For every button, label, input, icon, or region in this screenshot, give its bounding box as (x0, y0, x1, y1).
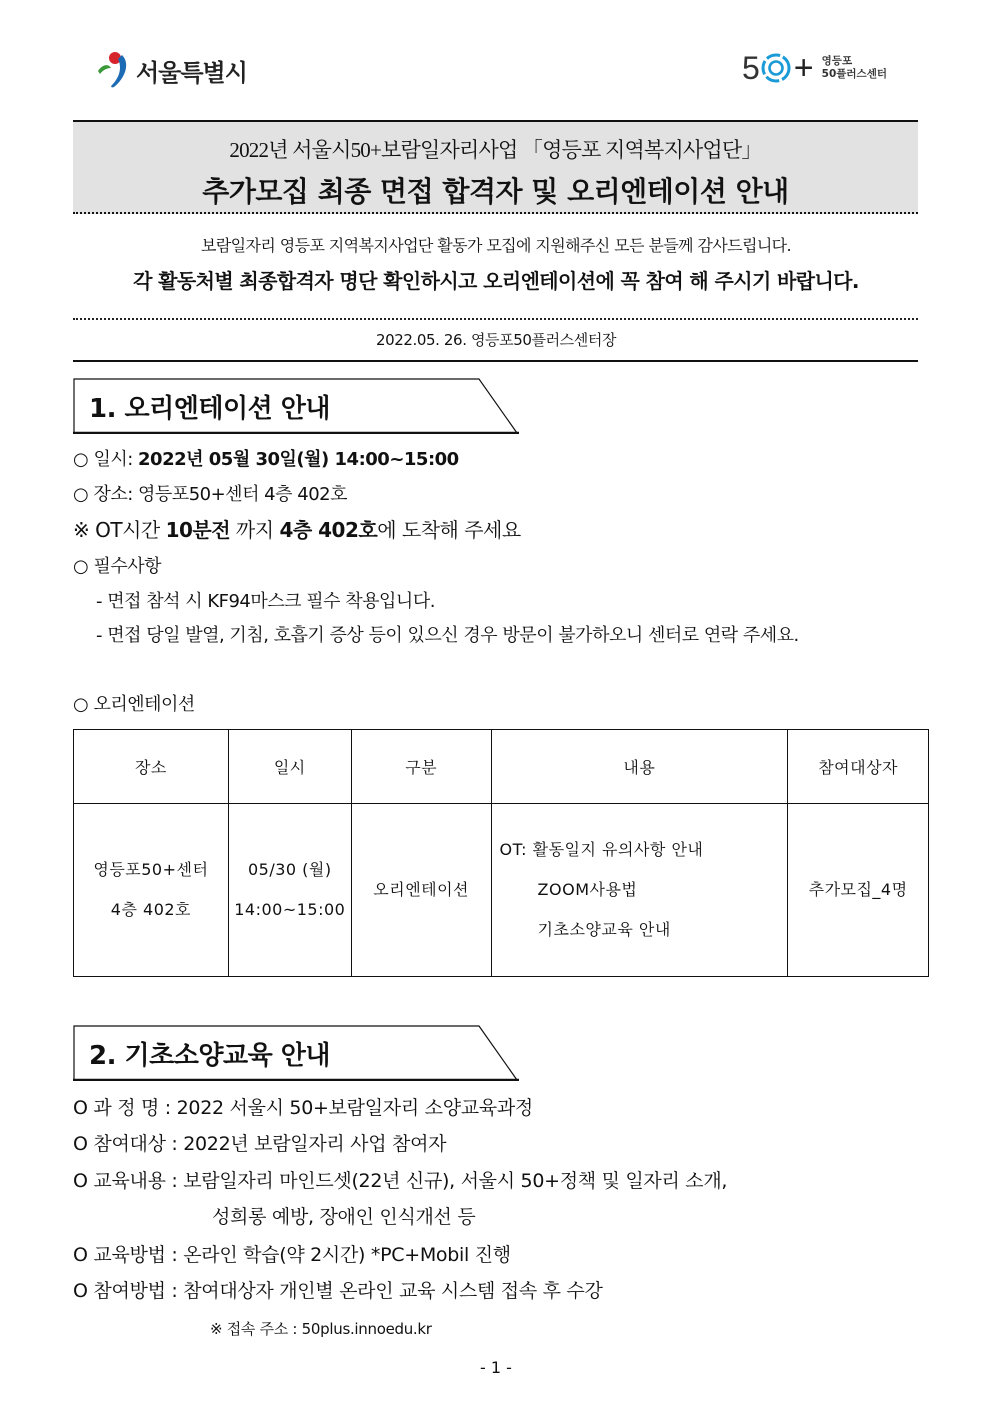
notice-text: 까지 (230, 518, 280, 542)
section1-header (73, 378, 519, 434)
course-item (73, 1240, 511, 1267)
table-header-row (74, 730, 929, 804)
logo-five: 5 (742, 50, 760, 86)
circle-bullet-icon: ○ (73, 484, 89, 505)
header-content: 내용 (491, 730, 788, 804)
item-label: 교육내용 : (93, 1170, 178, 1192)
datetime-line: 05/30 (월) (247, 860, 332, 879)
reference-mark-icon: ※ (73, 518, 90, 542)
content-line: OT: 활동일지 유의사항 안내 (499, 840, 704, 859)
intro-thanks: 보람일자리 영등포 지역복지사업단 활동가 모집에 지원해주신 모든 분들께 감사드립니다. (200, 236, 792, 255)
notice-emphasis: 4층 402호 (279, 518, 378, 542)
notice-text: 에 도착해 주세요 (377, 518, 521, 542)
table-label: 오리엔테이션 (93, 694, 195, 715)
item-label: 교육방법 : (93, 1244, 178, 1266)
circle-bullet-icon: ○ (73, 556, 89, 577)
item-value: 2022년 보람일자리 사업 참여자 (183, 1133, 447, 1155)
cell-place (74, 804, 229, 977)
datetime-line: 14:00~15:00 (234, 900, 346, 919)
item-label: 참여방법 : (93, 1280, 178, 1302)
item-label: 참여대상 : (93, 1133, 178, 1155)
logo-sub-line2: 50플러스센터 (821, 68, 887, 80)
cell-category: 오리엔테이션 (351, 804, 491, 977)
orientation-table-label (73, 690, 195, 716)
cell-target: 추가모집_4명 (788, 804, 929, 977)
title-box (73, 120, 918, 214)
content-line: ZOOM사용법 (537, 880, 638, 899)
circle-bullet-icon: O (73, 1244, 88, 1266)
circle-bullet-icon: O (73, 1280, 88, 1302)
table-row (74, 804, 929, 977)
section2-header (73, 1025, 519, 1081)
title-subheading: 2022년 서울시50+보람일자리사업 「영등포 지역복지사업단」 (229, 138, 762, 162)
access-address-note: ※ 접속 주소 : 50plus.innoedu.kr (210, 1320, 432, 1338)
circle-bullet-icon: O (73, 1097, 88, 1119)
course-item (73, 1276, 603, 1303)
seoul-city-logo (96, 50, 247, 90)
item-value: 참여대상자 개인별 온라인 교육 시스템 접속 후 수강 (183, 1280, 603, 1302)
logo-ring-icon (760, 52, 792, 84)
circle-bullet-icon: ○ (73, 694, 89, 715)
seoul-city-emblem-icon (96, 51, 132, 89)
circle-bullet-icon: O (73, 1170, 88, 1192)
item-value: 2022 서울시 50+보람일자리 소양교육과정 (176, 1097, 533, 1119)
course-item (73, 1166, 727, 1193)
orientation-place-line (73, 480, 347, 506)
header-target: 참여대상자 (788, 730, 929, 804)
place-value: 영등포50+센터 4층 402호 (138, 484, 347, 505)
header-place: 장소 (74, 730, 229, 804)
header-category: 구분 (351, 730, 491, 804)
page-title: 추가모집 최종 면접 합격자 및 오리엔테이션 안내 (202, 175, 789, 208)
required-heading (73, 552, 161, 578)
item-value: 보람일자리 마인드셋(22년 신규), 서울시 50+정책 및 일자리 소개, (183, 1170, 728, 1192)
item-value: 온라인 학습(약 2시간) *PC+Mobil 진행 (183, 1244, 511, 1266)
header-datetime: 일시 (228, 730, 351, 804)
orientation-table (73, 729, 929, 977)
cell-datetime (228, 804, 351, 977)
required-item: - 면접 당일 발열, 기침, 호흡기 증상 등이 있으신 경우 방문이 불가하오니 센터로 연락 주세요. (96, 625, 799, 646)
circle-bullet-icon: ○ (73, 449, 89, 470)
center-logo (742, 48, 887, 88)
course-item (73, 1129, 446, 1156)
date-label: 일시: (93, 449, 133, 470)
place-line: 4층 402호 (110, 900, 192, 919)
place-label: 장소: (93, 484, 133, 505)
arrival-notice (73, 514, 521, 543)
circle-bullet-icon: O (73, 1133, 88, 1155)
cell-content (491, 804, 788, 977)
dateline: 2022.05. 26. 영등포50플러스센터장 (375, 331, 617, 349)
logo-plus: + (793, 49, 814, 87)
place-line: 영등포50+센터 (93, 860, 209, 879)
date-value: 2022년 05월 30일(월) 14:00~15:00 (138, 449, 459, 470)
required-label: 필수사항 (93, 556, 162, 577)
content-line: 기초소양교육 안내 (537, 920, 671, 939)
section2-title: 2. 기초소양교육 안내 (89, 1041, 330, 1071)
course-item (73, 1093, 533, 1120)
solid-divider (73, 360, 918, 362)
orientation-date-line (73, 445, 459, 471)
page-number: - 1 - (480, 1358, 512, 1377)
logo-sub-line1: 영등포 (821, 55, 853, 67)
item-label: 과 정 명 : (93, 1097, 171, 1119)
notice-emphasis: 10분전 (165, 518, 231, 542)
dotted-divider (73, 318, 918, 320)
section1-title: 1. 오리엔테이션 안내 (89, 394, 330, 424)
intro-request: 각 활동처별 최종합격자 명단 확인하시고 오리엔테이션에 꼭 참여 해 주시기 바랍니다. (133, 269, 859, 293)
logo-subtitle (822, 55, 887, 81)
required-item: - 면접 참석 시 KF94마스크 필수 착용입니다. (96, 591, 435, 612)
notice-text: OT시간 (95, 518, 166, 542)
seoul-city-name: 서울특별시 (136, 58, 247, 87)
course-item-continuation: 성희롱 예방, 장애인 인식개선 등 (212, 1206, 476, 1228)
